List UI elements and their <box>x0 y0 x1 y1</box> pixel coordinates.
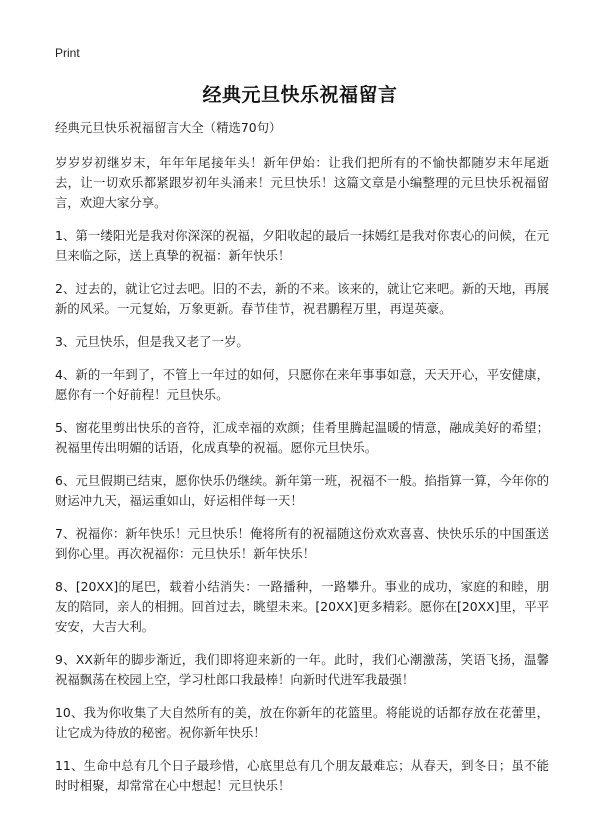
list-item: 9、XX新年的脚步渐近，我们即将迎来新的一年。此时，我们心潮激荡，笑语飞扬，温馨祝福飘荡在校园上空，学习杜郎口我最棒！向新时代进军我最强！ <box>55 652 549 687</box>
list-item: 1、第一缕阳光是我对你深深的祝福，夕阳收起的最后一抹嫣红是我对你衷心的问候，在元旦来临之际，送上真挚的祝福：新年快乐！ <box>55 228 549 263</box>
article-subtitle: 经典元旦快乐祝福留言大全（精选70句） <box>55 120 282 135</box>
list-item: 3、元旦快乐，但是我又老了一岁。 <box>55 334 249 349</box>
list-item: 2、过去的，就让它过去吧。旧的不去，新的不来。该来的，就让它来吧。新的天地，再展新的风采。一元复始，万象更新。春节佳节，祝君鹏程万里，再逞英豪。 <box>55 281 549 316</box>
print-label: Print <box>55 46 80 60</box>
list-item: 8、[20XX]的尾巴，载着小结消失：一路播种，一路攀升。事业的成功，家庭的和睦，朋友的陪同，亲人的相拥。回首过去，眺望未来。[20XX]更多精彩。愿你在[20XX]里，平平安安，大吉大利。 <box>55 579 549 634</box>
intro-paragraph: 岁岁岁初继岁末，年年年尾接年头！新年伊始：让我们把所有的不愉快都随岁末年尾逝去，让一切欢乐都紧跟岁初年头涌来！元旦快乐！这篇文章是小编整理的元旦快乐祝福留言，欢迎大家分享。 <box>55 155 549 210</box>
list-item: 4、新的一年到了，不管上一年过的如何，只愿你在来年事事如意，天天开心，平安健康，愿你有一个好前程！元旦快乐。 <box>55 367 549 402</box>
list-item: 11、生命中总有几个日子最珍惜，心底里总有几个朋友最难忘；从春天，到冬日；虽不能时时相聚，却常常在心中想起！元旦快乐！ <box>55 758 549 793</box>
list-item: 5、窗花里剪出快乐的音符，汇成幸福的欢颜；佳肴里腾起温暖的情意，融成美好的希望；祝福里传出明媚的话语，化成真挚的祝福。愿你元旦快乐。 <box>55 420 549 455</box>
document-title: 经典元旦快乐祝福留言 <box>202 84 398 106</box>
list-item: 7、祝福你：新年快乐！元旦快乐！俺将所有的祝福随这份欢欢喜喜、快快乐乐的中国蛋送到你心里。再次祝福你：元旦快乐！新年快乐！ <box>55 526 549 561</box>
list-item: 6、元旦假期已结束，愿你快乐仍继续。新年第一班，祝福不一般。掐指算一算，今年你的财运冲九天，福运重如山，好运相伴每一天！ <box>55 473 549 508</box>
list-item: 10、我为你收集了大自然所有的美，放在你新年的花篮里。将能说的话都存放在花蕾里，让它成为待放的秘密。祝你新年快乐！ <box>55 705 549 740</box>
article-body <box>55 118 549 809</box>
